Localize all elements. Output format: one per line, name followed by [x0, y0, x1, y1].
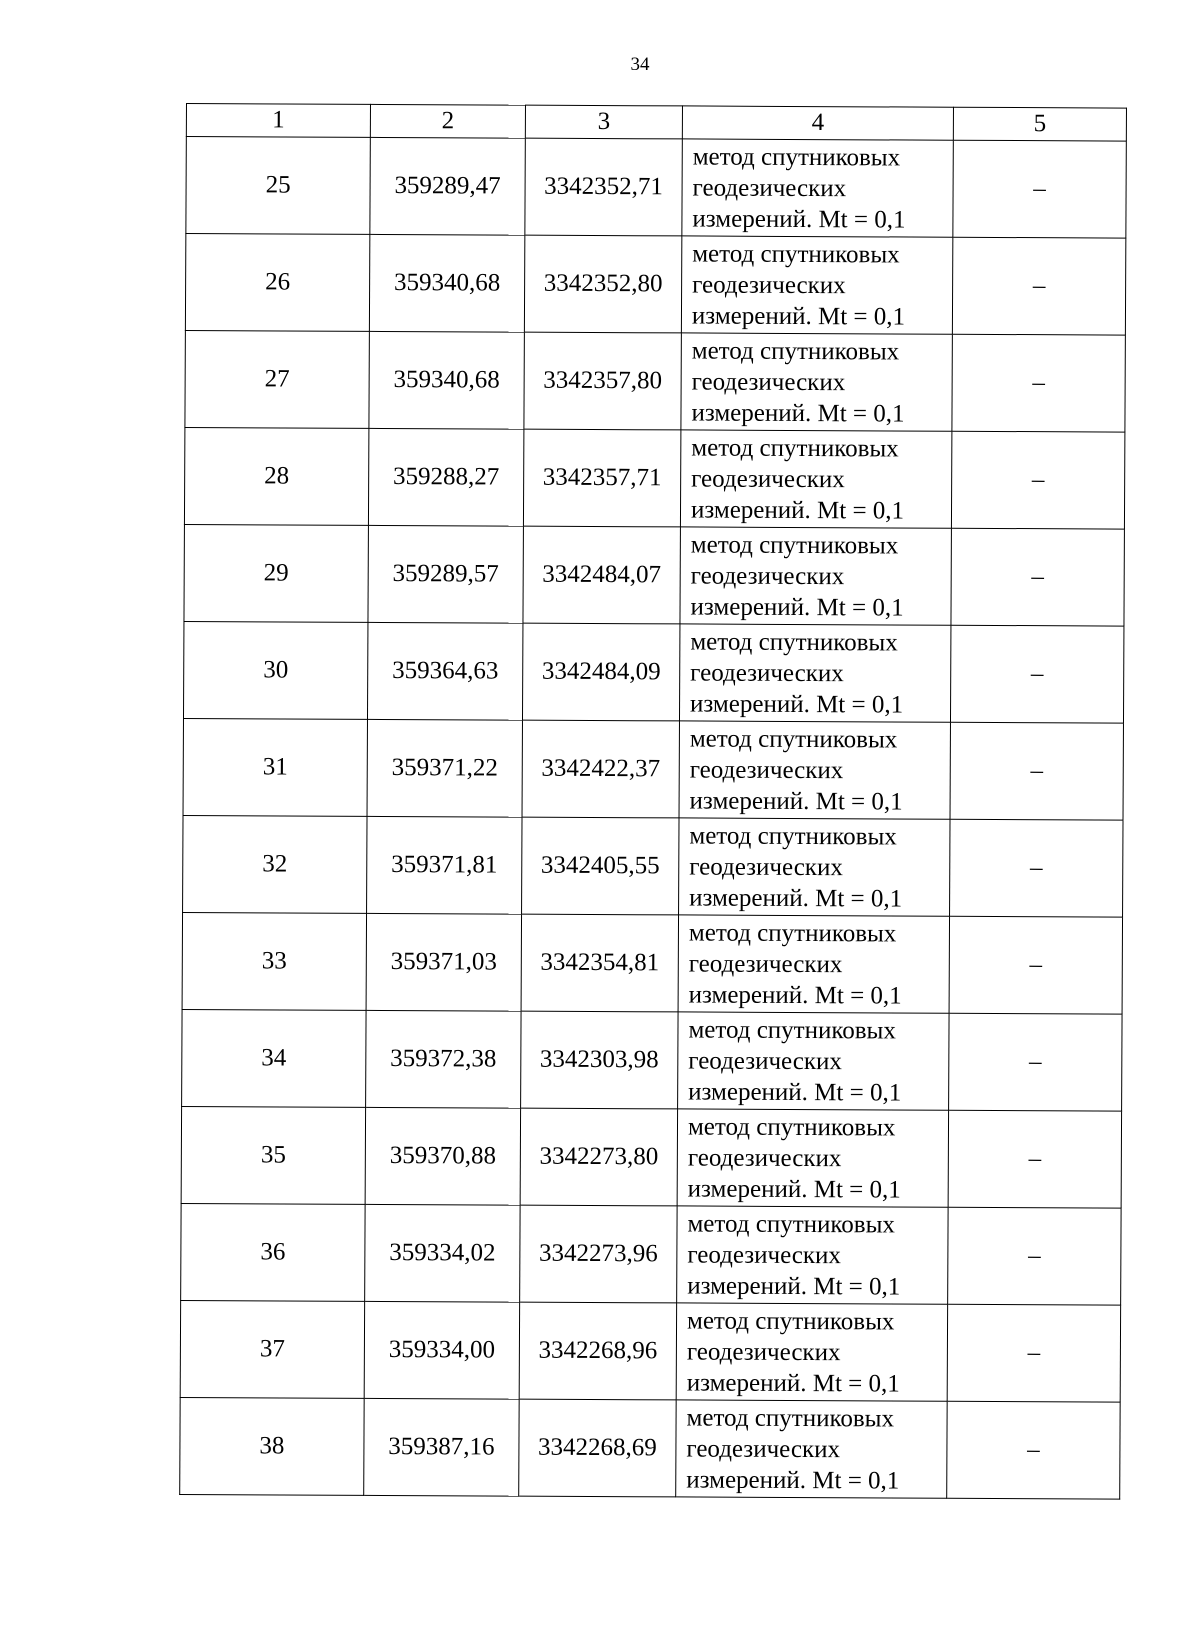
note-cell: – [950, 722, 1123, 820]
point-number-cell: 33 [182, 912, 366, 1010]
x-coordinate-cell: 359340,68 [369, 234, 524, 332]
x-coordinate-cell: 359371,03 [366, 913, 521, 1011]
method-line: метод спутниковых [691, 433, 899, 462]
point-number-cell: 29 [184, 524, 368, 622]
table-row [184, 524, 1124, 626]
point-number-cell: 34 [182, 1009, 366, 1107]
method-line: метод спутниковых [686, 1403, 895, 1432]
x-coordinate-cell: 359371,81 [367, 816, 522, 914]
coordinates-table [179, 103, 1127, 1500]
note-cell: – [951, 528, 1124, 626]
method-line: измерений. Mt = 0,1 [687, 1271, 901, 1301]
x-coordinate-cell: 359364,63 [367, 622, 522, 720]
note-cell: – [953, 140, 1126, 238]
method-line: метод спутниковых [686, 1306, 895, 1335]
method-line: измерений. Mt = 0,1 [687, 1174, 901, 1204]
point-number-cell: 32 [183, 815, 367, 913]
method-line: метод спутниковых [689, 821, 897, 850]
point-number-cell: 31 [183, 718, 367, 816]
point-number-cell: 28 [184, 427, 368, 525]
y-coordinate-cell: 3342273,80 [520, 1108, 677, 1206]
x-coordinate-cell: 359371,22 [367, 719, 522, 817]
y-coordinate-cell: 3342357,71 [523, 429, 680, 527]
table-row [185, 234, 1125, 336]
method-line: измерений. Mt = 0,1 [690, 592, 904, 622]
point-number-cell: 26 [185, 234, 369, 332]
table-row [182, 912, 1122, 1014]
y-coordinate-cell: 3342422,37 [522, 720, 679, 818]
method-cell [679, 624, 950, 722]
y-coordinate-cell: 3342352,80 [524, 235, 681, 333]
method-line: измерений. Mt = 0,1 [692, 204, 906, 234]
method-cell [676, 1303, 947, 1401]
method-cell [677, 1206, 948, 1304]
method-line: геодезических [686, 1434, 841, 1463]
table-row [181, 1203, 1121, 1305]
method-line: метод спутниковых [690, 627, 898, 656]
method-cell [680, 527, 951, 625]
method-cell [680, 430, 951, 528]
header-col-2: 2 [370, 104, 525, 138]
header-row [186, 104, 1126, 142]
method-cell [677, 1109, 948, 1207]
x-coordinate-cell: 359289,57 [368, 525, 523, 623]
note-cell: – [949, 916, 1122, 1014]
x-coordinate-cell: 359387,16 [364, 1398, 519, 1496]
method-line: метод спутниковых [689, 724, 898, 753]
method-line: измерений. Mt = 0,1 [686, 1465, 900, 1495]
method-line: геодезических [689, 852, 843, 881]
method-line: геодезических [692, 270, 846, 299]
method-line: геодезических [688, 949, 843, 978]
table-row [181, 1106, 1121, 1208]
y-coordinate-cell: 3342273,96 [520, 1205, 677, 1303]
method-line: геодезических [691, 464, 845, 493]
table-row [185, 330, 1125, 432]
header-col-4: 4 [682, 106, 953, 140]
method-line: геодезических [687, 1240, 842, 1269]
note-cell: – [947, 1401, 1120, 1499]
x-coordinate-cell: 359288,27 [368, 428, 523, 526]
method-line: геодезических [692, 173, 847, 202]
x-coordinate-cell: 359370,88 [365, 1107, 520, 1205]
method-cell [681, 236, 952, 334]
method-line: измерений. Mt = 0,1 [688, 1077, 902, 1107]
point-number-cell: 37 [180, 1300, 364, 1398]
page-number: 34 [630, 54, 650, 75]
method-line: измерений. Mt = 0,1 [691, 398, 905, 428]
method-line: измерений. Mt = 0,1 [690, 495, 905, 525]
method-line: измерений. Mt = 0,1 [688, 980, 902, 1010]
method-line: геодезических [688, 1046, 842, 1075]
table-row [182, 1009, 1122, 1111]
table-row [180, 1397, 1120, 1499]
method-line: геодезических [687, 1143, 842, 1172]
table-row [183, 815, 1123, 917]
method-cell [678, 1012, 949, 1110]
x-coordinate-cell: 359334,02 [365, 1204, 520, 1302]
method-line: метод спутниковых [687, 1112, 896, 1141]
method-line: измерений. Mt = 0,1 [690, 689, 904, 719]
method-line: метод спутниковых [692, 142, 901, 171]
method-cell [681, 333, 952, 431]
coordinates-table-wrapper [179, 103, 1126, 1500]
method-line: измерений. Mt = 0,1 [691, 301, 906, 331]
table-row [184, 427, 1124, 529]
point-number-cell: 35 [181, 1106, 365, 1204]
method-line: метод спутниковых [688, 1015, 896, 1044]
method-line: метод спутниковых [688, 918, 897, 947]
x-coordinate-cell: 359340,68 [369, 331, 524, 429]
point-number-cell: 30 [183, 621, 367, 719]
y-coordinate-cell: 3342484,09 [522, 623, 679, 721]
table-body [180, 137, 1127, 1500]
method-line: измерений. Mt = 0,1 [689, 883, 903, 913]
y-coordinate-cell: 3342303,98 [521, 1011, 678, 1109]
table-row [186, 137, 1126, 239]
point-number-cell: 36 [181, 1203, 365, 1301]
method-cell [682, 139, 953, 237]
note-cell: – [950, 625, 1123, 723]
method-line: геодезических [690, 561, 845, 590]
x-coordinate-cell: 359372,38 [366, 1010, 521, 1108]
note-cell: – [952, 237, 1125, 335]
method-line: геодезических [689, 755, 844, 784]
method-line: измерений. Mt = 0,1 [686, 1368, 900, 1398]
method-line: геодезических [691, 367, 846, 396]
method-line: геодезических [686, 1337, 841, 1366]
y-coordinate-cell: 3342405,55 [522, 817, 679, 915]
method-line: метод спутниковых [692, 239, 900, 268]
point-number-cell: 25 [186, 137, 370, 235]
note-cell: – [948, 1207, 1121, 1305]
method-line: метод спутниковых [691, 336, 900, 365]
y-coordinate-cell: 3342268,69 [519, 1399, 676, 1497]
note-cell: – [948, 1110, 1121, 1208]
x-coordinate-cell: 359289,47 [370, 137, 525, 235]
table-row [183, 621, 1123, 723]
y-coordinate-cell: 3342268,96 [519, 1302, 676, 1400]
x-coordinate-cell: 359334,00 [364, 1301, 519, 1399]
note-cell: – [947, 1304, 1120, 1402]
header-col-1: 1 [186, 104, 370, 138]
method-cell [676, 1400, 947, 1498]
table-row [183, 718, 1123, 820]
note-cell: – [951, 431, 1124, 529]
table-header [186, 104, 1126, 142]
note-cell: – [950, 819, 1123, 917]
method-line: геодезических [690, 658, 844, 687]
y-coordinate-cell: 3342484,07 [523, 526, 680, 624]
method-cell [679, 721, 950, 819]
method-cell [679, 818, 950, 916]
point-number-cell: 27 [185, 330, 369, 428]
point-number-cell: 38 [180, 1397, 364, 1495]
method-line: метод спутниковых [687, 1209, 896, 1238]
y-coordinate-cell: 3342352,71 [525, 138, 682, 236]
y-coordinate-cell: 3342357,80 [524, 332, 681, 430]
header-col-3: 3 [525, 105, 682, 139]
note-cell: – [949, 1013, 1122, 1111]
y-coordinate-cell: 3342354,81 [521, 914, 678, 1012]
method-line: измерений. Mt = 0,1 [689, 786, 903, 816]
header-col-5: 5 [953, 107, 1126, 141]
method-line: метод спутниковых [690, 530, 899, 559]
note-cell: – [952, 334, 1125, 432]
table-row [180, 1300, 1120, 1402]
method-cell [678, 915, 949, 1013]
